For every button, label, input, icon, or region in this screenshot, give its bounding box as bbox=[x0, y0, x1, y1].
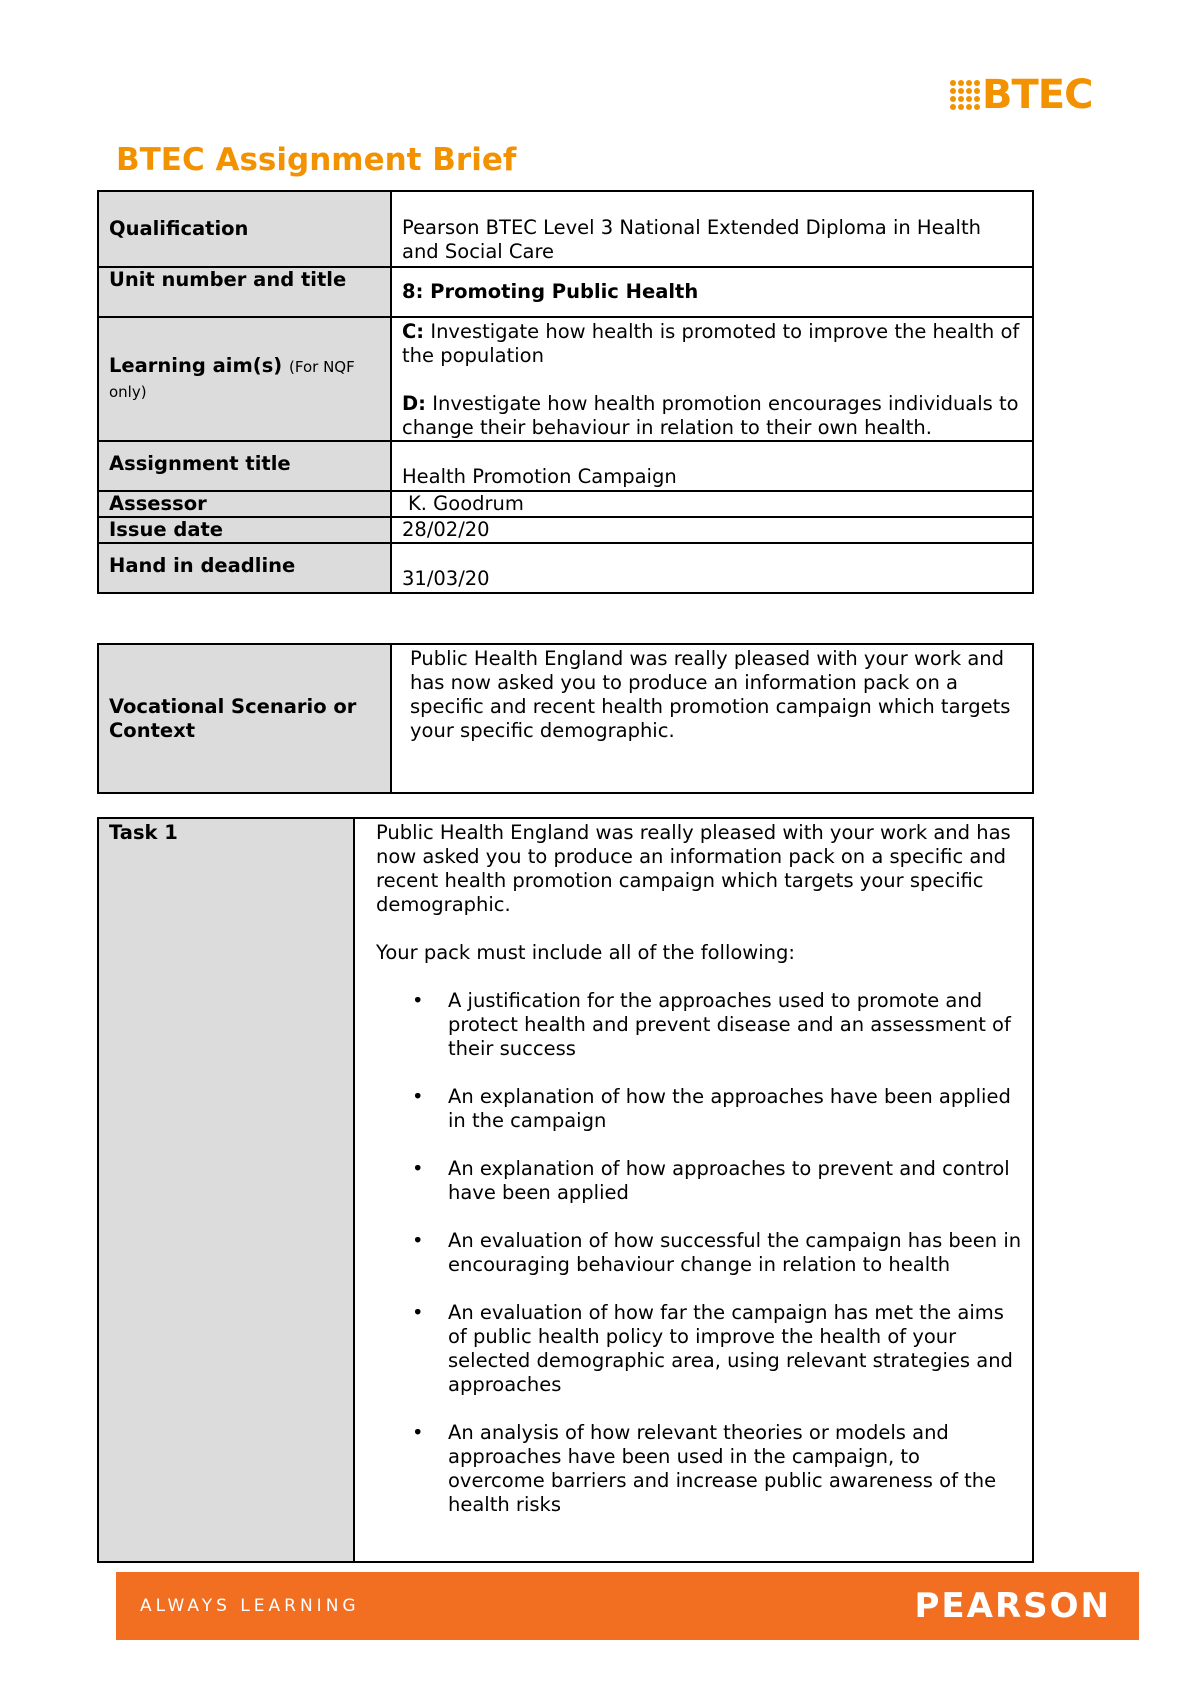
aim-d bbox=[402, 392, 1022, 440]
learning-aims-row bbox=[98, 317, 1033, 441]
unit-label-text: Unit number and title bbox=[109, 268, 347, 291]
assignment-title-label bbox=[98, 441, 391, 491]
qualification-row bbox=[98, 191, 1033, 267]
issue-date-value-text: 28/02/20 bbox=[402, 518, 490, 541]
issue-date-row bbox=[98, 517, 1033, 543]
assignment-title-label-text: Assignment title bbox=[109, 452, 291, 475]
assessor-label-text: Assessor bbox=[109, 492, 207, 515]
task-requirements-list bbox=[376, 989, 1022, 1517]
logo-text: BTEC bbox=[982, 72, 1093, 118]
list-item: • An explanation of how approaches to prevent and control have been applied bbox=[448, 1157, 1022, 1205]
assessor-label bbox=[98, 491, 391, 517]
learning-aims-label-text: Learning aim(s) bbox=[109, 354, 283, 377]
list-item: • An analysis of how relevant theories or models and approaches have been used in the campaign, to overcome barriers and increase public awareness of the health risks bbox=[448, 1421, 1022, 1517]
unit-label bbox=[98, 267, 391, 317]
btec-logo bbox=[950, 72, 1092, 118]
unit-value-text: 8: Promoting Public Health bbox=[402, 280, 699, 303]
aim-c-text: Investigate how health is promoted to improve the health of the population bbox=[402, 320, 1020, 367]
qualification-label-text: Qualification bbox=[109, 217, 249, 240]
deadline-row bbox=[98, 543, 1033, 593]
assignment-title-row bbox=[98, 441, 1033, 491]
issue-date-value bbox=[391, 517, 1033, 543]
qualification-value-text: Pearson BTEC Level 3 National Extended Diploma in Health and Social Care bbox=[402, 216, 981, 263]
issue-date-label bbox=[98, 517, 391, 543]
logo-dots-icon bbox=[950, 80, 980, 110]
task-row bbox=[98, 818, 1033, 1562]
aim-c-code: C: bbox=[402, 320, 425, 343]
scenario-label-text: Vocational Scenario or Context bbox=[109, 694, 357, 742]
assignment-title-value bbox=[391, 441, 1033, 491]
aim-d-text: Investigate how health promotion encourages individuals to change their behaviour in relation to their own health. bbox=[402, 392, 1019, 439]
list-item: • An explanation of how the approaches have been applied in the campaign bbox=[448, 1085, 1022, 1133]
scenario-row bbox=[98, 644, 1033, 793]
footer-slogan: ALWAYS LEARNING bbox=[140, 1596, 360, 1616]
issue-date-label-text: Issue date bbox=[109, 518, 224, 541]
task-table bbox=[97, 817, 1034, 1563]
assignment-title-value-text: Health Promotion Campaign bbox=[402, 465, 677, 488]
deadline-label-text: Hand in deadline bbox=[109, 554, 296, 577]
qualification-value bbox=[391, 191, 1033, 267]
scenario-text: Public Health England was really pleased with your work and has now asked you to produce an information pack on a specific and recent health promotion campaign which targets your specific demographic. bbox=[410, 647, 1011, 742]
assessor-value-text: K. Goodrum bbox=[408, 492, 524, 515]
deadline-value-text: 31/03/20 bbox=[402, 567, 490, 590]
learning-aims-note: (For NQF only) bbox=[109, 358, 355, 401]
task-lead: Your pack must include all of the following: bbox=[376, 941, 795, 964]
assessor-value bbox=[391, 491, 1033, 517]
list-item: • An evaluation of how far the campaign has met the aims of public health policy to improve the health of your selected demographic area, using relevant strategies and approaches bbox=[448, 1301, 1022, 1397]
footer-banner bbox=[116, 1572, 1139, 1640]
deadline-value bbox=[391, 543, 1033, 593]
list-item: • A justification for the approaches used to promote and protect health and prevent disease and an assessment of their success bbox=[448, 989, 1022, 1061]
pearson-logo: PEARSON bbox=[914, 1586, 1111, 1626]
deadline-label bbox=[98, 543, 391, 593]
unit-value bbox=[391, 267, 1033, 317]
assessor-row bbox=[98, 491, 1033, 517]
scenario-label bbox=[98, 644, 391, 793]
list-item: • An evaluation of how successful the campaign has been in encouraging behaviour change in relation to health bbox=[448, 1229, 1022, 1277]
qualification-label bbox=[98, 191, 391, 267]
task-body bbox=[354, 818, 1033, 1562]
learning-aims-label bbox=[98, 317, 391, 441]
aim-c bbox=[402, 320, 1022, 368]
scenario-table bbox=[97, 643, 1034, 794]
scenario-value bbox=[391, 644, 1033, 793]
unit-row bbox=[98, 267, 1033, 317]
task-label-text: Task 1 bbox=[109, 821, 178, 844]
learning-aims-value bbox=[391, 317, 1033, 441]
page-title: BTEC Assignment Brief bbox=[116, 142, 517, 178]
aim-d-code: D: bbox=[402, 392, 426, 415]
task-label bbox=[98, 818, 354, 1562]
details-table bbox=[97, 190, 1034, 594]
task-intro: Public Health England was really pleased with your work and has now asked you to produce an information pack on a specific and recent health promotion campaign which targets your specific demographic. bbox=[376, 821, 1011, 916]
